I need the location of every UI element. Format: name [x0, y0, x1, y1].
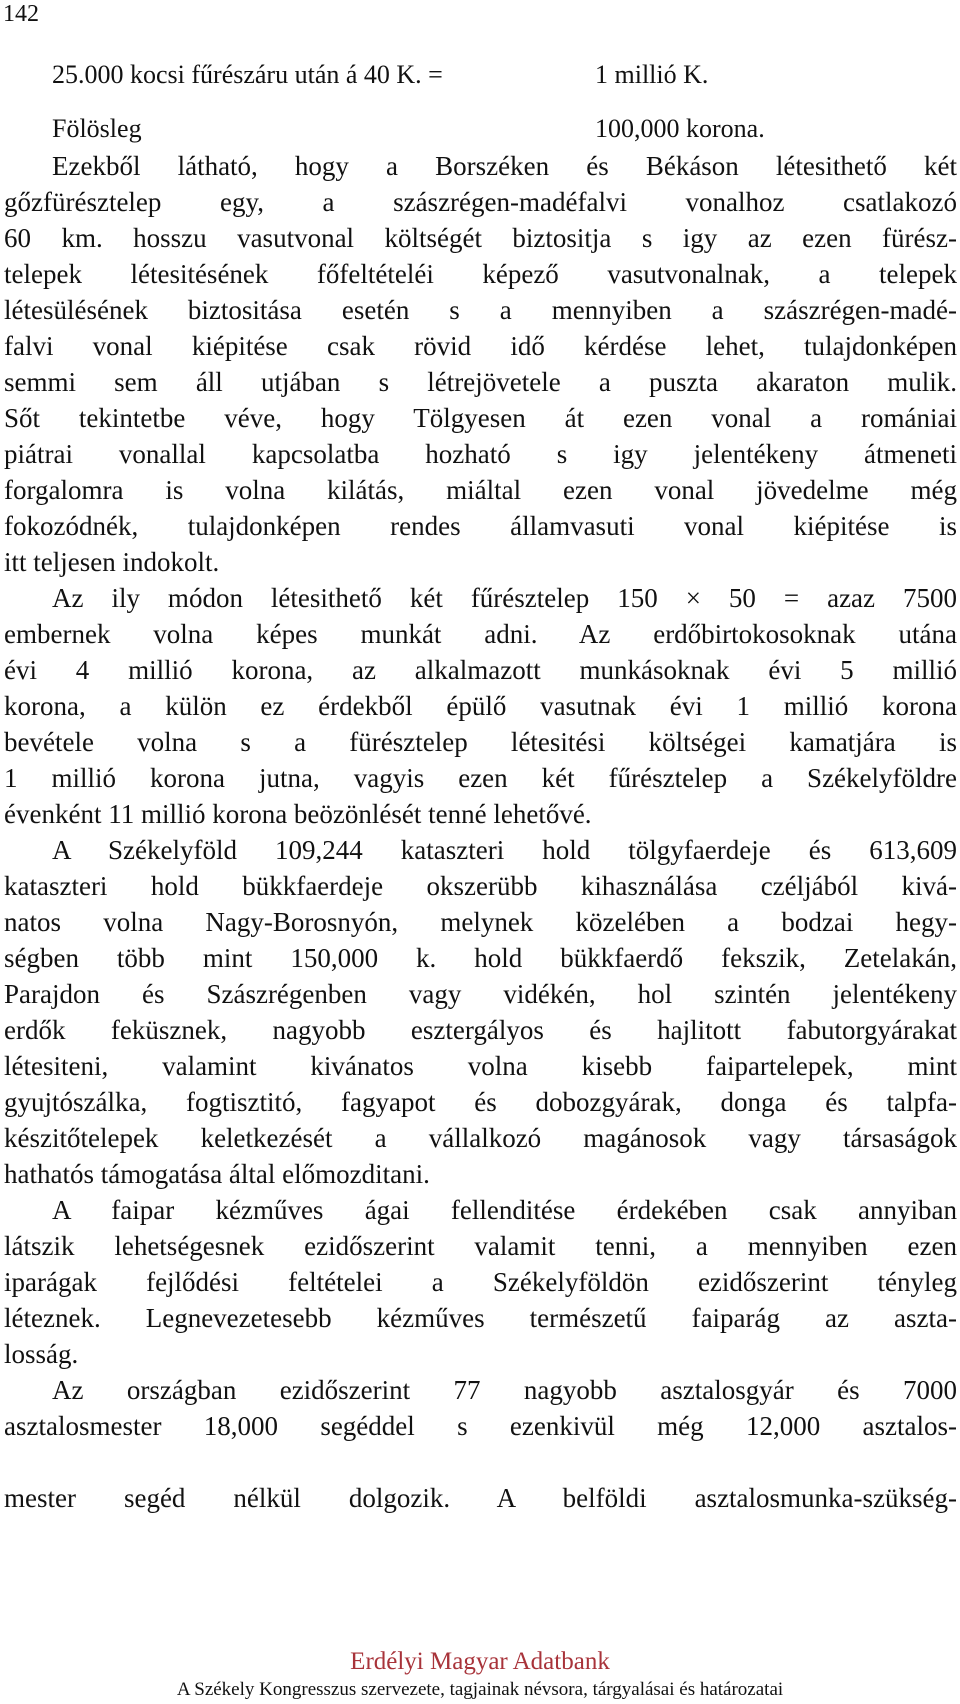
text-line: falvi vonal kiépitése csak rövid idő kérdése lehet, tulajdonképen — [4, 331, 957, 361]
text-line: telepek létesitésének főfeltételéi képező vasutvonalnak, a telepek — [4, 259, 957, 289]
page-number: 142 — [3, 1, 39, 27]
text-line: A Székelyföld 109,244 kataszteri hold tölgyfaerdeje és 613,609 — [52, 835, 957, 865]
text-line: készitőtelepek keletkezését a vállalkozó magánosok vagy társaságok — [4, 1123, 957, 1153]
footer-source-link[interactable]: Erdélyi Magyar Adatbank — [350, 1648, 610, 1675]
footer-document-title: A Székely Kongresszus szervezete, tagjainak névsora, tárgyalásai és határozatai — [176, 1679, 784, 1700]
text-line: létesülésének biztositása esetén s a mennyiben a szászrégen-madé- — [4, 295, 957, 325]
text-line: korona, a külön ez érdekből épülő vasutnak évi 1 millió korona — [4, 691, 957, 721]
text-line: 1 millió korona jutna, vagyis ezen két fűrésztelep a Székelyföldre — [4, 763, 957, 793]
text-line: embernek volna képes munkát adni. Az erdőbirtokosoknak utána — [4, 619, 957, 649]
text-line: létesiteni, valamint kivánatos volna kisebb faipartelepek, mint — [4, 1051, 957, 1081]
text-line: forgalomra is volna kilátás, miáltal ezen vonal jövedelme még — [4, 475, 957, 505]
text-line: natos volna Nagy-Borosnyón, melynek közelében a bodzai hegy- — [4, 907, 957, 937]
text-line: fokozódnék, tulajdonképen rendes államvasuti vonal kiépitése is — [4, 511, 957, 541]
text-line: Parajdon és Szászrégenben vagy vidékén, hol szintén jelentékeny — [4, 979, 957, 1009]
text-line: évi 4 millió korona, az alkalmazott munkásoknak évi 5 millió — [4, 655, 957, 685]
text-line: asztalosmester 18,000 segéddel s ezenkivül még 12,000 asztalos- — [4, 1411, 957, 1441]
text-line: ségben több mint 150,000 k. hold bükkfaerdő fekszik, Zetelakán, — [4, 943, 957, 973]
text-line: erdők feküsznek, nagyobb esztergályos és hajlitott fabutorgyárakat — [4, 1015, 957, 1045]
text-line: Sőt tekintetbe véve, hogy Tölgyesen át ezen vonal a romániai — [4, 403, 957, 433]
calculation-label: Fölösleg — [52, 114, 142, 143]
text-line: bevétele volna s a fürésztelep létesitési költségei kamatjára is — [4, 727, 957, 757]
text-line: 60 km. hosszu vasutvonal költségét biztositja s igy az ezen fürész- — [4, 223, 957, 253]
text-line: A faipar kézműves ágai fellenditése érdekében csak annyiban — [52, 1195, 957, 1225]
text-line: Az országban ezidőszerint 77 nagyobb asztalosgyár és 7000 — [52, 1375, 957, 1405]
text-line: itt teljesen indokolt. — [4, 547, 220, 577]
text-line: Ezekből látható, hogy a Borszéken és Békáson létesithető két — [52, 151, 957, 181]
text-line: mester segéd nélkül dolgozik. A belföldi asztalosmunka-szükség- — [4, 1483, 957, 1513]
text-line: piátrai vonallal kapcsolatba hozható s igy jelentékeny átmeneti — [4, 439, 957, 469]
text-line: iparágak fejlődési feltételei a Székelyföldön ezidőszerint tényleg — [4, 1267, 957, 1297]
text-line: semmi sem áll utjában s létrejövetele a puszta akaraton mulik. — [4, 367, 957, 397]
text-line: Az ily módon létesithető két fűrésztelep 150 × 50 = azaz 7500 — [52, 583, 957, 613]
text-line: losság. — [4, 1339, 79, 1369]
text-line: gőzfürésztelep egy, a szászrégen-madéfalvi vonalhoz csatlakozó — [4, 187, 957, 217]
text-line: gyujtószálka, fogtisztitó, fagyapot és dobozgyárak, donga és talpfa- — [4, 1087, 957, 1117]
calculation-label: 25.000 kocsi fűrészáru után á 40 K. = — [52, 60, 443, 89]
text-line: évenként 11 millió korona beözönlését tenné lehetővé. — [4, 799, 592, 829]
calculation-value: 1 millió K. — [595, 60, 709, 89]
text-line: kataszteri hold bükkfaerdeje okszerübb kihasználása czéljából kivá- — [4, 871, 957, 901]
text-line: látszik lehetségesnek ezidőszerint valamit tenni, a mennyiben ezen — [4, 1231, 957, 1261]
text-line: hathatós támogatása által előmozditani. — [4, 1159, 430, 1189]
text-line: léteznek. Legnevezetesebb kézműves természetű faiparág az aszta- — [4, 1303, 957, 1333]
calculation-value: 100,000 korona. — [595, 114, 765, 143]
